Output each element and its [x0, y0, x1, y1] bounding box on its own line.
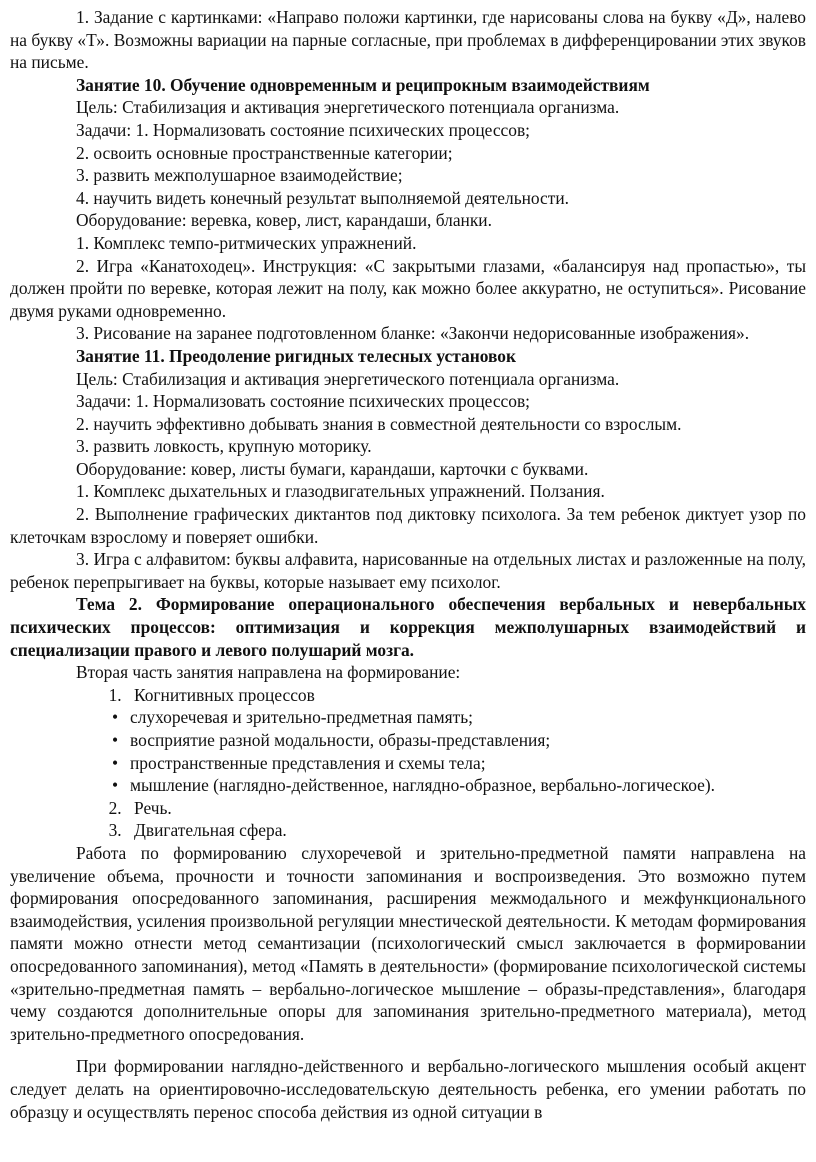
- theme-2-title: Тема 2. Формирование операционального обеспечения вербальных и невербальных психических процессов: оптимизация и коррекция межполушарных взаимодействий и специализации правого и левого полушарий мозга.: [10, 594, 806, 660]
- formation-list-continued: [10, 797, 806, 842]
- list-item: [126, 684, 806, 707]
- cognitive-bullet-list: [10, 706, 806, 796]
- lesson-11-title: Занятие 11. Преодоление ригидных телесных установок: [76, 345, 516, 366]
- lesson-11-task-1: Задачи: 1. Нормализовать состояние психических процессов;: [76, 391, 531, 412]
- lesson-11-exercise-2: 2. Выполнение графических диктантов под диктовку психолога. За тем ребенок диктует узор по клеточкам взрослому и поверяет ошибки.: [10, 504, 806, 547]
- lesson-10-exercise-1: 1. Комплекс темпо-ритмических упражнений.: [76, 232, 417, 253]
- lesson-11-task-3: 3. развить ловкость, крупную моторику.: [76, 436, 372, 457]
- bullet-item: • восприятие разной модальности, образы-представления;: [130, 729, 806, 752]
- list-item: [126, 819, 806, 842]
- list-item-label: Двигательная сфера.: [134, 820, 287, 841]
- lesson-10-task-2: 2. освоить основные пространственные категории;: [76, 142, 453, 163]
- lesson-10-task-1: Задачи: 1. Нормализовать состояние психических процессов;: [76, 119, 531, 140]
- thinking-paragraph: При формировании наглядно-действенного и вербально-логического мышления особый акцент следует делать на ориентировочно-исследовательскую деятельность ребенка, его умении работать по образцу и осуществлять перенос способа действия из одной ситуации в: [10, 1056, 806, 1122]
- lesson-10-title: Занятие 10. Обучение одновременным и реципрокным взаимодействиям: [76, 74, 650, 95]
- bullet-item: • пространственные представления и схемы тела;: [130, 752, 806, 775]
- intro-paragraph: 1. Задание с картинками: «Направо положи картинки, где нарисованы слова на букву «Д», налево на букву «Т». Возможны вариации на парные согласные, при проблемах в дифференцировании этих звуков на письме.: [10, 7, 806, 73]
- lesson-11-section: [10, 345, 806, 594]
- list-item-label: Когнитивных процессов: [134, 684, 315, 705]
- formation-list: [10, 684, 806, 707]
- lesson-11-exercise-3: 3. Игра с алфавитом: буквы алфавита, нарисованные на отдельных листах и разложенные на полу, ребенок перепрыгивает на буквы, которые называет ему психолог.: [10, 549, 806, 592]
- lesson-10-exercise-2: 2. Игра «Канатоходец». Инструкция: «С закрытыми глазами, «балансируя над пропастью», ты должен пройти по веревке, которая лежит на полу, как можно более аккуратно, не оступиться». Рисование двумя руками одновременно.: [10, 255, 806, 321]
- lesson-11-exercise-1: 1. Комплекс дыхательных и глазодвигательных упражнений. Ползания.: [76, 481, 605, 502]
- lesson-10-equipment: Оборудование: веревка, ковер, лист, карандаши, бланки.: [76, 210, 492, 231]
- lesson-10-task-4: 4. научить видеть конечный результат выполняемой деятельности.: [76, 187, 570, 208]
- lesson-11-equipment: Оборудование: ковер, листы бумаги, карандаши, карточки с буквами.: [76, 458, 589, 479]
- memory-paragraph: Работа по формированию слухоречевой и зрительно-предметной памяти направлена на увеличение объема, прочности и точности запоминания и воспроизведения. Это возможно путем формирования опосредованного запоминания, расширения межмодального и межфункционального взаимодействия, усиления произвольной регуляции мнестической деятельности. К методам формирования памяти можно отнести метод семантизации (психологический смысл заключается в формировании опосредованного запоминания), метод «Память в деятельности» (формирование психологической системы «зрительно-предметная память – вербально-логическое мышление – образы-представления», благодаря чему создаются дополнительные опоры для запоминания зрительно-предметного материала), метод зрительно-предметного опосредования.: [10, 842, 806, 1044]
- lesson-10-exercise-3: 3. Рисование на заранее подготовленном бланке: «Закончи недорисованные изображения».: [76, 323, 750, 344]
- bullet-item: • слухоречевая и зрительно-предметная память;: [130, 706, 806, 729]
- list-item-label: Речь.: [134, 797, 172, 818]
- theme-2-section: [10, 593, 806, 1123]
- lesson-11-goal: Цель: Стабилизация и активация энергетического потенциала организма.: [76, 368, 620, 389]
- lesson-10-section: [10, 74, 806, 345]
- lesson-10-task-3: 3. развить межполушарное взаимодействие;: [76, 165, 403, 186]
- theme-2-lead: Вторая часть занятия направлена на формирование:: [76, 662, 461, 683]
- list-item: [126, 797, 806, 820]
- lesson-11-task-2: 2. научить эффективно добывать знания в совместной деятельности со взрослым.: [76, 413, 682, 434]
- lesson-10-goal: Цель: Стабилизация и активация энергетического потенциала организма.: [76, 97, 620, 118]
- bullet-item: • мышление (наглядно-действенное, наглядно-образное, вербально-логическое).: [130, 774, 806, 797]
